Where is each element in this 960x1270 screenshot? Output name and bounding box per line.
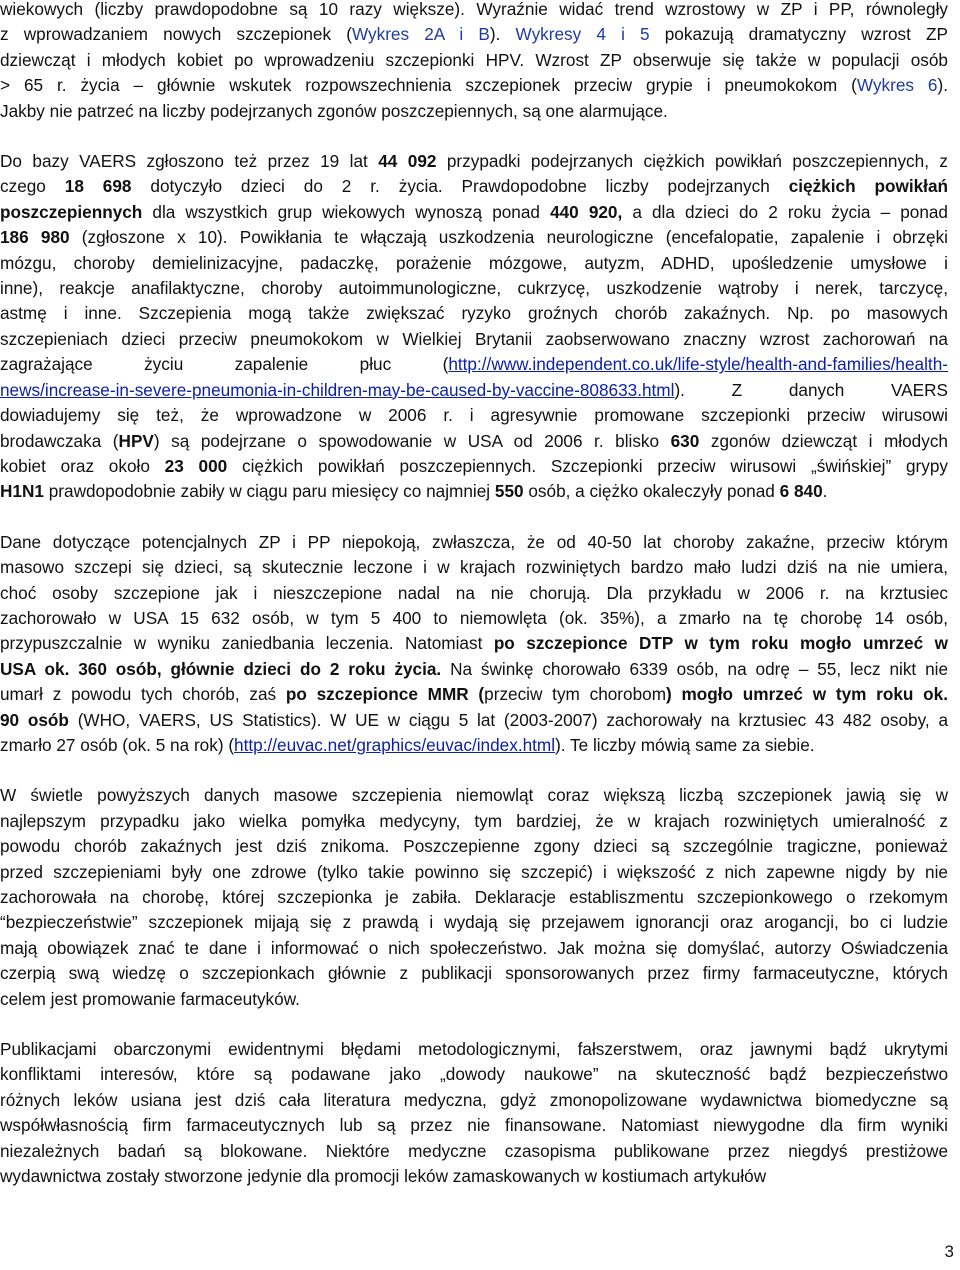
text-line: W świetle powyższych danych masowe szczepienia niemowląt coraz większą liczbą szczepionek jawią się w [0, 785, 948, 806]
text-line: Jakby nie patrzeć na liczby podejrzanych zgonów poszczepiennych, są one alarmujące. [0, 100, 668, 121]
text-line: 90 osób (WHO, VAERS, US Statistics). W UE w ciągu 5 lat (2003-2007) zachorowały na krztusiec 43 482 osoby, a [0, 709, 948, 730]
text-line: przypuszczalnie w wyniku zaniedbania leczenia. Natomiast po szczepionce DTP w tym roku mogło umrzeć w [0, 633, 948, 654]
text-line: umarł z powodu tych chorób, zaś po szczepionce MMR (przeciw tym chorobom) mogło umrzeć w tym roku ok. [0, 684, 948, 705]
text-line: > 65 r. życia – głównie wskutek rozpowszechnienia szczepionek przeciw grypie i pneumokokom (Wykres 6). [0, 75, 948, 96]
text-line: 186 980 (zgłoszone x 10). Powikłania te włączają uszkodzenia neurologiczne (encefalopatie, zapalenie i obrzęki [0, 227, 948, 248]
paragraph-vaers [0, 149, 948, 505]
text-line: czego 18 698 dotyczyło dzieci do 2 r. życia. Prawdopodobne liczby podejrzanych ciężkich powikłań [0, 176, 949, 197]
text-line: różnych leków usiana jest dziś cała literatura medyczna, gdyż zmonopolizowane wydawnictwa biomedyczne są [0, 1089, 948, 1110]
text-line: dziewcząt i młodych kobiet po wprowadzeniu szczepionki HPV. Wzrost ZP obserwuje się także w populacji osób [0, 49, 948, 70]
independent-link[interactable]: http://www.independent.co.uk/life-style/health-and-families/health- [448, 354, 948, 375]
text-line: masowo szczepi się dzieci, są skutecznie leczone i w krajach rozwiniętych bardzo mało ludzi dziś na nie umiera, [0, 557, 948, 578]
text-line: poszczepiennych dla wszystkich grup wiekowych wynoszą ponad 440 920, a dla dzieci do 2 roku życia – ponad [0, 201, 948, 222]
text-line: “bezpieczeństwie” szczepionek mijają się z prawdą i wydają się przejawem ignorancji oraz arogancji, bo ci ludzie [0, 912, 948, 933]
paragraph-trends [0, 0, 948, 124]
text-line: news/increase-in-severe-pneumonia-in-children-may-be-caused-by-vaccine-808633.html). Z danych VAERS [0, 379, 948, 400]
paragraph-mass-vaccination [0, 783, 948, 1012]
page-number: 3 [944, 1242, 954, 1261]
text-line: H1N1 prawdopodobnie zabiły w ciągu paru miesięcy co najmniej 550 osób, a ciężko okaleczyły ponad 6 840. [0, 481, 828, 502]
text-line: zagrażające życiu zapalenie płuc (http://www.independent.co.uk/life-style/health-and-families/health- [0, 354, 948, 375]
text-line: zachorowała na chorobę, której szczepionka je zabiła. Deklaracje establiszmentu szczepionkowego o rzekomym [0, 887, 948, 907]
figure-reference: Wykres 2A i B [351, 24, 490, 45]
text-line: z wprowadzaniem nowych szczepionek (Wykres 2A i B). Wykresy 4 i 5 pokazują dramatyczny wzrost ZP [0, 24, 949, 45]
independent-link-continued[interactable]: news/increase-in-severe-pneumonia-in-children-may-be-caused-by-vaccine-808633.html [0, 379, 675, 400]
text-line: celem jest promowanie farmaceutyków. [0, 988, 300, 1009]
text-line: powodu chorób zakaźnych jest dziś znikoma. Poszczepienne zgony dzieci są szczególnie tragiczne, ponieważ [0, 836, 948, 857]
text-line: inne), reakcje anafilaktyczne, choroby autoimmunologiczne, cukrzycę, uszkodzenie wątroby i nerek, tarczycę, [0, 278, 948, 299]
text-line: współwłasnością firm farmaceutycznych lub są przez nie finansowane. Natomiast niewygodne dla firm wyniki [0, 1115, 948, 1136]
euvac-link[interactable]: http://euvac.net/graphics/euvac/index.html [234, 734, 556, 755]
text-line: kobiet oraz około 23 000 ciężkich powikłań poszczepiennych. Szczepionki przeciw wirusowi „świńskiej” grypy [0, 455, 948, 476]
text-line: mózgu, choroby demielinizacyjne, padaczkę, porażenie mózgowe, autyzm, ADHD, upośledzenie umysłowe i [0, 252, 948, 273]
text-line: najlepszym przypadku jako wielka pomyłka medycyny, tym bardziej, że w krajach rozwiniętych umieralność z [0, 810, 948, 831]
text-line: zachorowało w USA 15 632 osób, w tym 5 400 to niemowlęta (ok. 35%), a zmarło na tę chorobę 14 osób, [0, 607, 948, 628]
paragraph-publications [0, 1037, 948, 1189]
text-line: zmarło 27 osób (ok. 5 na rok) (http://euvac.net/graphics/euvac/index.html). Te liczby mówią same za siebie. [0, 734, 815, 755]
text-line: brodawczaka (HPV) są podejrzane o spowodowanie w USA od 2006 r. blisko 630 zgonów dziewcząt i młodych [0, 430, 948, 451]
text-line: czerpią swą wiedzę o szczepionkach głównie z publikacji sponsorowanych przez firmy farmaceutyczne, których [0, 963, 948, 984]
text-line: astmę i inne. Szczepienia mogą także zwiększać ryzyko groźnych chorób zakaźnych. Np. po masowych [0, 303, 948, 324]
text-line: dowiadujemy się też, że wprowadzone w 2006 r. i agresywnie promowane szczepionki przeciw wirusowi [0, 405, 948, 426]
text-line: USA ok. 360 osób, głównie dzieci do 2 roku życia. Na świnkę chorowało 6339 osób, na odrę – 55, lecz nikt nie [0, 658, 949, 679]
text-line: wydawnictwa zostały stworzone jedynie dla promocji leków zamaskowanych w kostiumach artykułów [0, 1166, 767, 1187]
text-line: przed szczepieniami były one zdrowe (tylko takie powinno się szczepić) i większość z nich zapewne nigdy by nie [0, 861, 948, 882]
figure-reference: Wykresy 4 i 5 [515, 24, 650, 45]
text-line: Publikacjami obarczonymi ewidentnymi błędami metodologicznymi, fałszerstwem, oraz jawnymi bądź ukrytymi [0, 1039, 948, 1060]
text-line: choć osoby szczepione jak i nieszczepione nadal na nie chorują. Dla przykładu w 2006 r. na krztusiec [0, 582, 948, 603]
paragraph-infectious-diseases [0, 530, 948, 759]
text-line: szczepieniach dzieci przeciw pneumokokom w Wielkiej Brytanii zaobserwowano znaczny wzrost zachorowań na [0, 328, 948, 349]
text-line: Do bazy VAERS zgłoszono też przez 19 lat 44 092 przypadki podejrzanych ciężkich powikłań poszczepiennych, z [0, 151, 948, 172]
text-line: wiekowych (liczby prawdopodobne są 10 razy większe). Wyraźnie widać trend wzrostowy w ZP i PP, równoległy [0, 0, 948, 19]
text-line: niezależnych badań są blokowane. Niektóre medyczne czasopisma publikowane przez niegdyś prestiżowe [0, 1140, 948, 1161]
figure-reference: Wykres 6 [856, 75, 938, 96]
text-line: mają obowiązek znać te dane i informować o nich społeczeństwo. Jak można się domyślać, autorzy Oświadczenia [0, 937, 948, 958]
text-line: konfliktami interesów, które są podawane jako „dowody naukowe” na skuteczność bądź bezpieczeństwo [0, 1064, 948, 1085]
text-line: Dane dotyczące potencjalnych ZP i PP niepokoją, zwłaszcza, że od 40-50 lat choroby zakaźne, przeciw którym [0, 531, 948, 552]
